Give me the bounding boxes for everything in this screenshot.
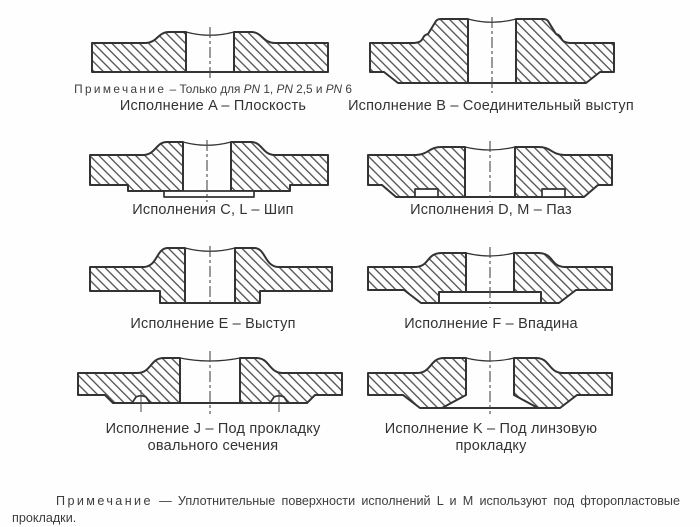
figure-dm-drawing (366, 140, 614, 202)
figure-b (368, 16, 616, 94)
note-label: Примечание (74, 82, 167, 96)
figure-k-caption (346, 421, 636, 455)
groove-right (542, 189, 565, 197)
figure-cl-drawing (88, 140, 330, 202)
figure-b-drawing (368, 16, 616, 94)
figure-b-caption: Исполнение B – Соединительный выступ (348, 98, 634, 114)
figure-j-caption-line1: Исполнение J – Под прокладку (105, 421, 321, 437)
groove-left (415, 189, 438, 197)
figure-k-caption-line2: прокладку (455, 438, 527, 454)
figure-j-caption-line2: овального сечения (147, 438, 279, 454)
figure-f-drawing (366, 246, 614, 308)
figure-j (76, 350, 344, 416)
figure-e-caption: Исполнение E – Выступ (130, 316, 296, 332)
figure-a-drawing (90, 26, 330, 80)
figure-cl (88, 140, 330, 202)
figure-a-caption: Исполнение A – Плоскость (119, 98, 307, 114)
figure-k-caption-line1: Исполнение K – Под линзовую (384, 421, 598, 437)
figure-a-note: Примечание – Только для PN 1, PN 2,5 и PN 6 (74, 82, 352, 96)
figure-k-drawing (366, 350, 614, 416)
figure-cl-caption: Исполнения C, L – Шип (132, 202, 294, 218)
figure-k (366, 350, 614, 416)
figure-e (88, 246, 334, 306)
figure-a (90, 26, 330, 80)
footnote-text: — Уплотнительные поверхности исполнений L и M используют под фторопластовые прокладки. (12, 493, 680, 525)
figure-dm (366, 140, 614, 202)
footnote (12, 493, 680, 527)
figure-j-drawing (76, 350, 344, 416)
figure-e-drawing (88, 246, 334, 306)
figure-f-caption: Исполнение F – Впадина (404, 316, 578, 332)
figure-dm-caption: Исполнения D, M – Паз (410, 202, 572, 218)
footnote-label: Примечание (56, 493, 153, 508)
figure-f (366, 246, 614, 308)
tongue-rib (164, 191, 254, 197)
figure-j-caption (70, 421, 356, 455)
